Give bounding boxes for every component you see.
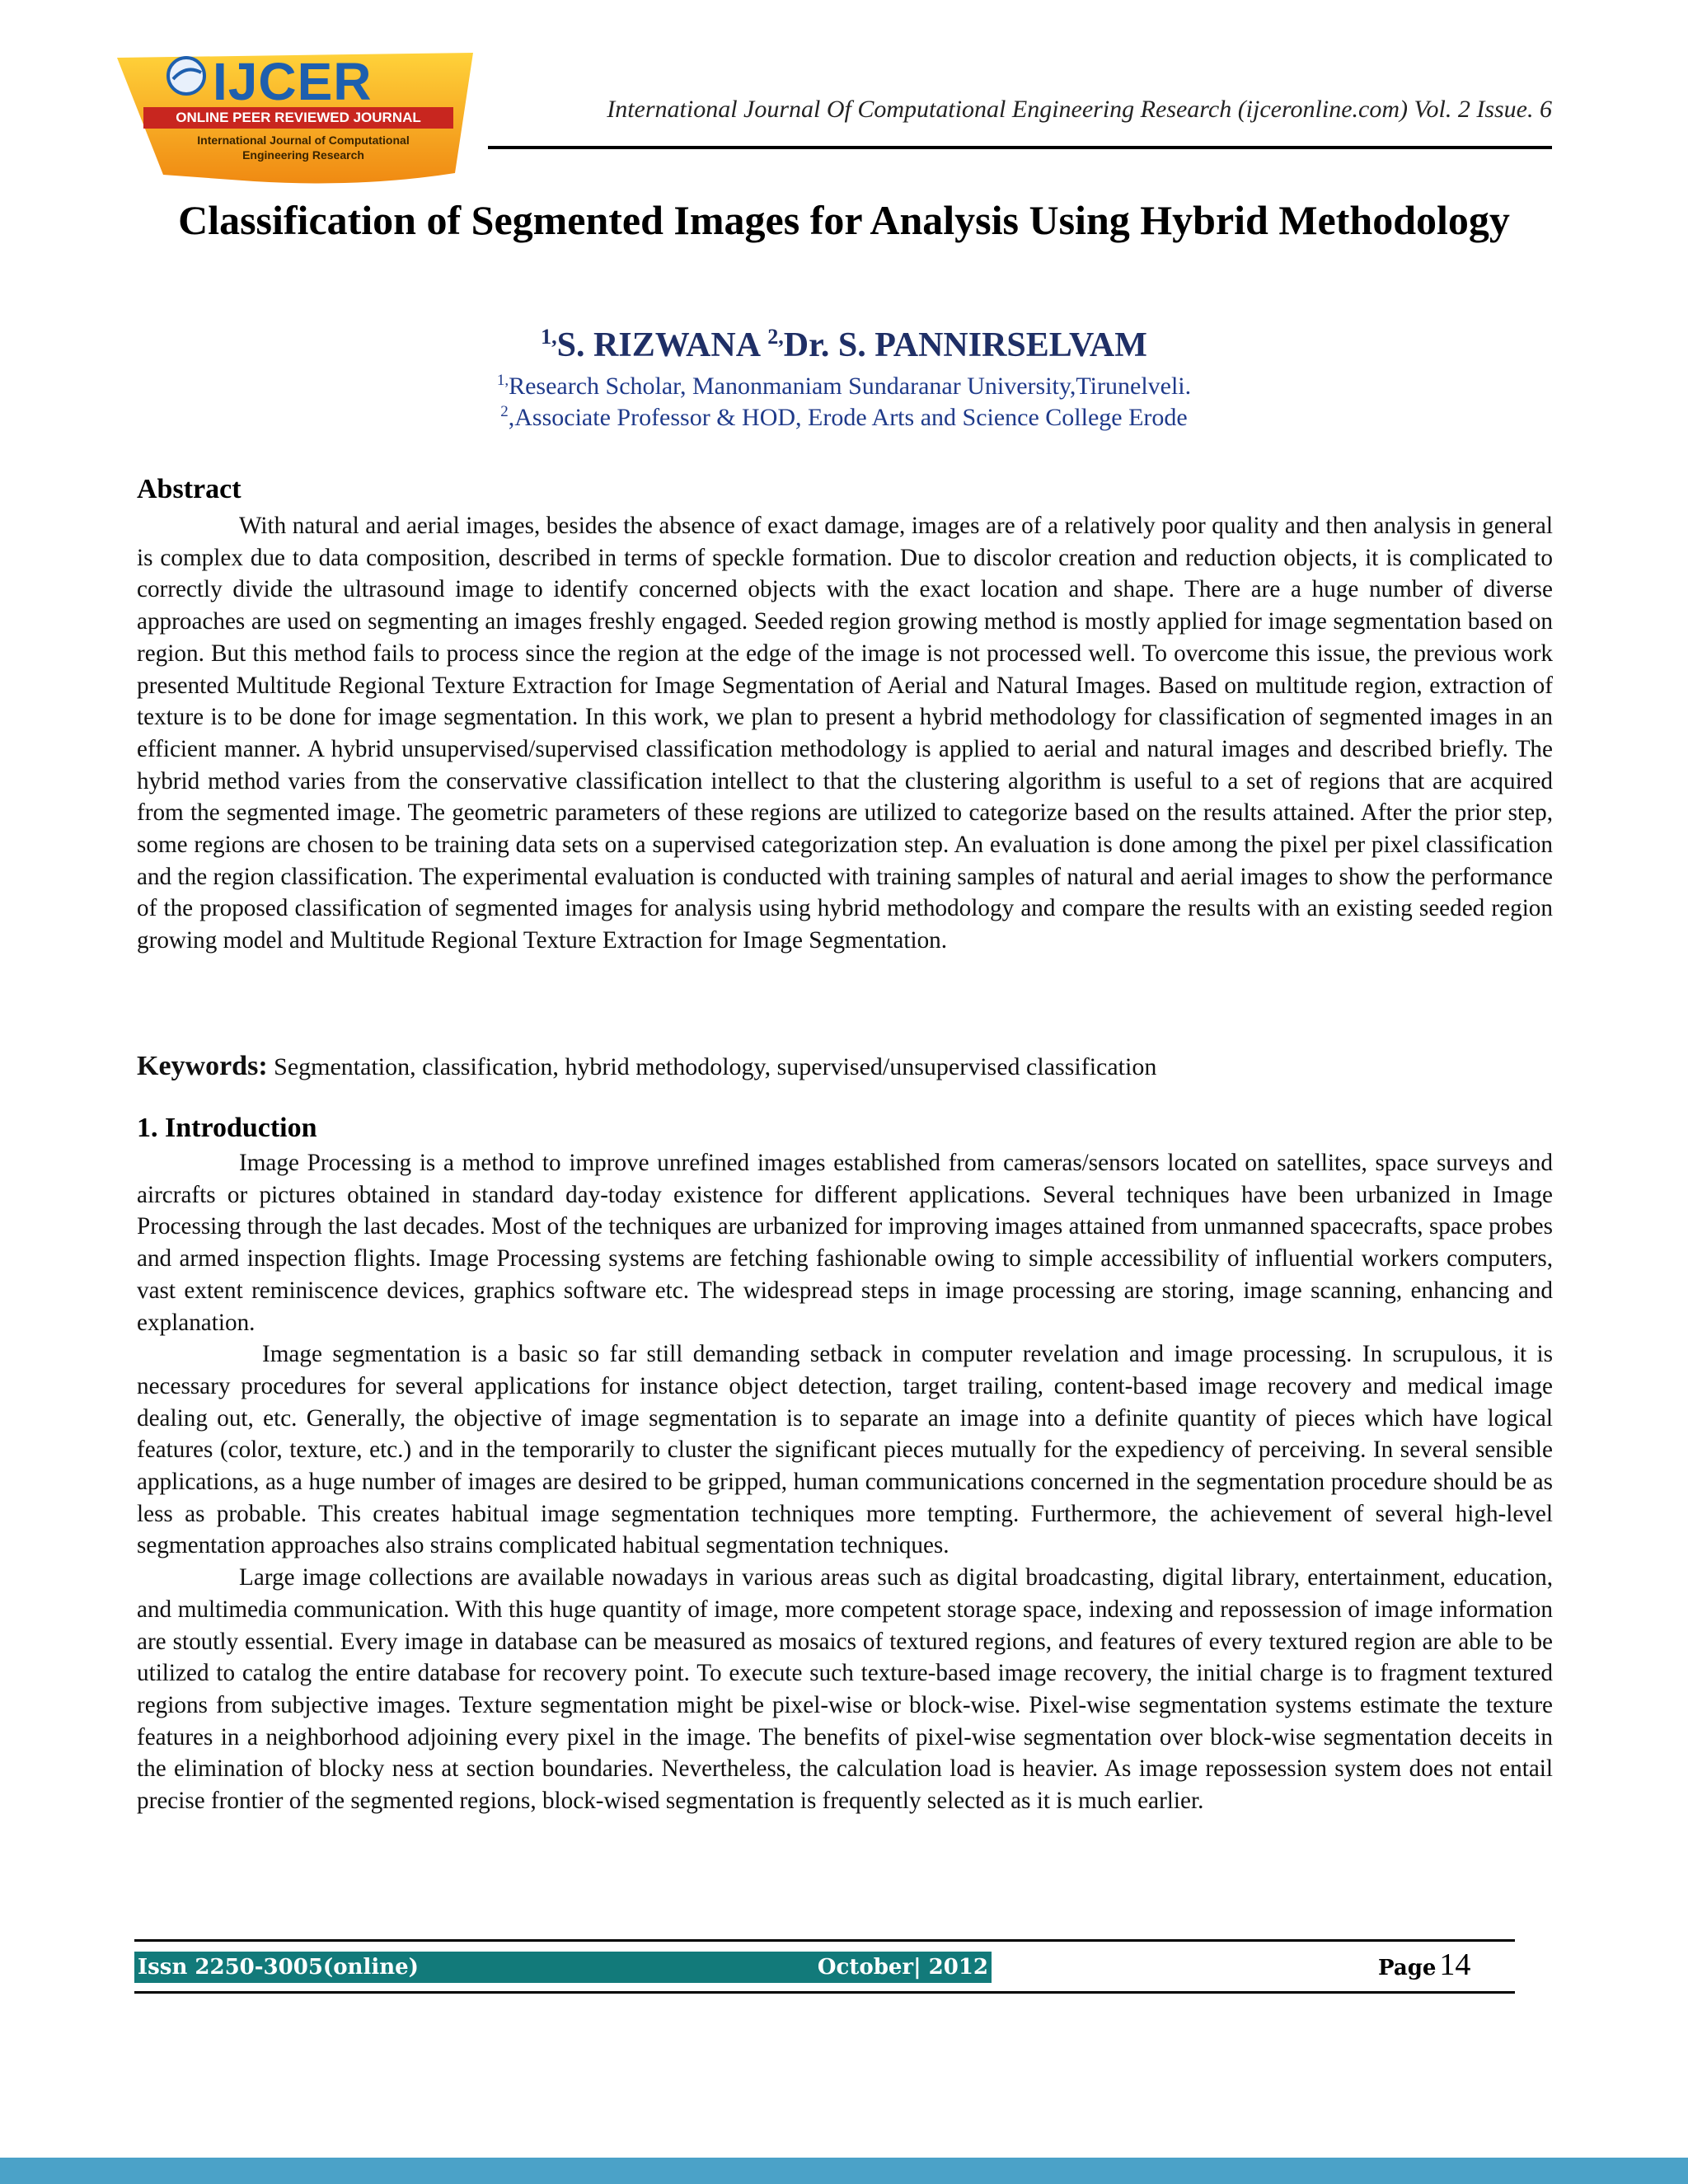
affiliation-text: ,Associate Professor & HOD, Erode Arts and Science College Erode <box>508 404 1188 431</box>
logo-wordmark: IJCER <box>213 52 373 111</box>
affiliation-marker: 1, <box>496 372 509 389</box>
author-line <box>140 325 1548 365</box>
globe-icon <box>165 54 208 97</box>
footer-divider-bottom <box>134 1991 1515 1994</box>
footer-page <box>1378 1947 1470 1983</box>
logo-subtitle: International Journal of Computational Engineering Research <box>197 134 410 162</box>
author-marker: 1, <box>541 325 557 349</box>
abstract-paragraph: With natural and aerial images, besides the absence of exact damage, images are of a relatively poor quality and then analysis in general is complex due to data composition, described in terms of speckle formation. Due to discolor creation and reduction objects, it is complicated to correctly divide the ultrasound image to identify concerned objects with the exact location and shape. There are a huge number of diverse approaches are used on segmenting an images freshly engaged. Seeded region growing method is mostly applied for image segmentation based on region. But this method fails to process since the region at the edge of the image is not processed well. To overcome this issue, the previous work presented Multitude Regional Texture Extraction for Image Segmentation of Aerial and Natural Images. Based on multitude region, extraction of texture is to be done for image segmentation. In this work, we plan to present a hybrid methodology for classification of segmented images in an efficient manner. A hybrid unsupervised/supervised classification methodology is applied to aerial and natural images and described briefly. The hybrid method varies from the conservative classification intellect to that the clustering algorithm is useful to a set of regions that are acquired from the segmented image. The geometric parameters of these regions are utilized to categorize based on the results attained. After the prior step, some regions are chosen to be training data sets on a supervised categorization step. An evaluation is done among the pixel per pixel classification and the region classification. The experimental evaluation is conducted with training samples of natural and aerial images to show the performance of the proposed classification of segmented images for analysis using hybrid methodology and compare the results with an existing seeded region growing model and Multitude Regional Texture Extraction for Image Segmentation. <box>137 513 1553 954</box>
affiliation-1 <box>140 372 1548 401</box>
affiliation-marker: 2 <box>500 403 509 420</box>
keywords-label: Keywords: <box>137 1051 268 1081</box>
introduction-heading: 1. Introduction <box>137 1113 317 1143</box>
affiliation-2 <box>140 403 1548 432</box>
author-marker: 2, <box>767 325 784 349</box>
journal-logo <box>114 49 476 190</box>
abstract-heading: Abstract <box>137 474 241 504</box>
introduction-body <box>137 1147 1553 1817</box>
bottom-color-strip <box>0 2158 1688 2184</box>
paper-title: Classification of Segmented Images for Analysis Using Hybrid Methodology <box>178 197 1510 243</box>
footer-issn: Issn 2250-3005(online) <box>138 1955 419 1980</box>
author-name: S. RIZWANA <box>556 326 759 364</box>
keywords-line <box>137 1051 1156 1082</box>
footer-bar <box>134 1952 992 1983</box>
logo-band-text: ONLINE PEER REVIEWED JOURNAL <box>176 110 421 125</box>
intro-paragraph: Image Processing is a method to improve unrefined images established from cameras/sensors located on satellites, space surveys and aircrafts or pictures obtained in standard day-today existence for different applications. Several techniques have been urbanized in Image Processing through the last decades. Most of the techniques are urbanized for improving images attained from unmanned spacecrafts, space probes and armed inspection flights. Image Processing systems are fetching fashionable owing to simple accessibility of influential workers computers, vast extent reminiscence devices, graphics software etc. The widespread steps in image processing are storing, image scanning, enhancing and explanation. <box>137 1150 1553 1336</box>
header-divider <box>488 146 1552 149</box>
intro-paragraph: Large image collections are available nowadays in various areas such as digital broadcasting, digital library, entertainment, education, and multimedia communication. With this huge quantity of image, more competent storage space, indexing and repossession of image information are stoutly essential. Every image in database can be measured as mosaics of textured regions, and features of every textured region are able to be utilized to catalog the entire database for recovery point. To execute such texture-based image recovery, the initial charge is to fragment textured regions from subjective images. Texture segmentation might be pixel-wise or block-wise. Pixel-wise segmentation systems estimate the texture features in a neighborhood adjoining every pixel in the image. The benefits of pixel-wise segmentation over block-wise segmentation deceits in the elimination of blocky ness at section boundaries. Nevertheless, the calculation load is heavier. As image repossession system does not entail precise frontier of the segmented regions, block-wised segmentation is frequently selected as it is much earlier. <box>137 1564 1553 1815</box>
abstract-body <box>137 510 1553 957</box>
keywords-text: Segmentation, classification, hybrid methodology, supervised/unsupervised classification <box>267 1053 1157 1080</box>
footer-divider-top <box>134 1939 1515 1942</box>
footer-date: October| 2012 <box>817 1955 988 1980</box>
affiliation-text: Research Scholar, Manonmaniam Sundaranar University,Tirunelveli. <box>509 373 1192 400</box>
journal-running-header: International Journal Of Computational Engineering Research (ijceronline.com) Vol. 2 Issue. 6 <box>607 96 1552 123</box>
page-number: 14 <box>1439 1947 1471 1982</box>
page-label: Page <box>1378 1956 1437 1980</box>
author-name: Dr. S. PANNIRSELVAM <box>783 326 1147 364</box>
intro-paragraph: Image segmentation is a basic so far still demanding setback in computer revelation and image processing. In scrupulous, it is necessary procedures for several applications for instance object detection, target trailing, content-based image recovery and medical image dealing out, etc. Generally, the objective of image segmentation is to separate an image into a definite quantity of pieces which have logical features (color, texture, etc.) and in the temporarily to cluster the significant pieces mutually for the expediency of perceiving. In several sensible applications, as a huge number of images are desired to be gripped, human communications concerned in the segmentation procedure should be as less as probable. This creates habitual image segmentation techniques more tempting. Furthermore, the achievement of several high-level segmentation approaches also strains complicated habitual segmentation techniques. <box>137 1341 1553 1559</box>
